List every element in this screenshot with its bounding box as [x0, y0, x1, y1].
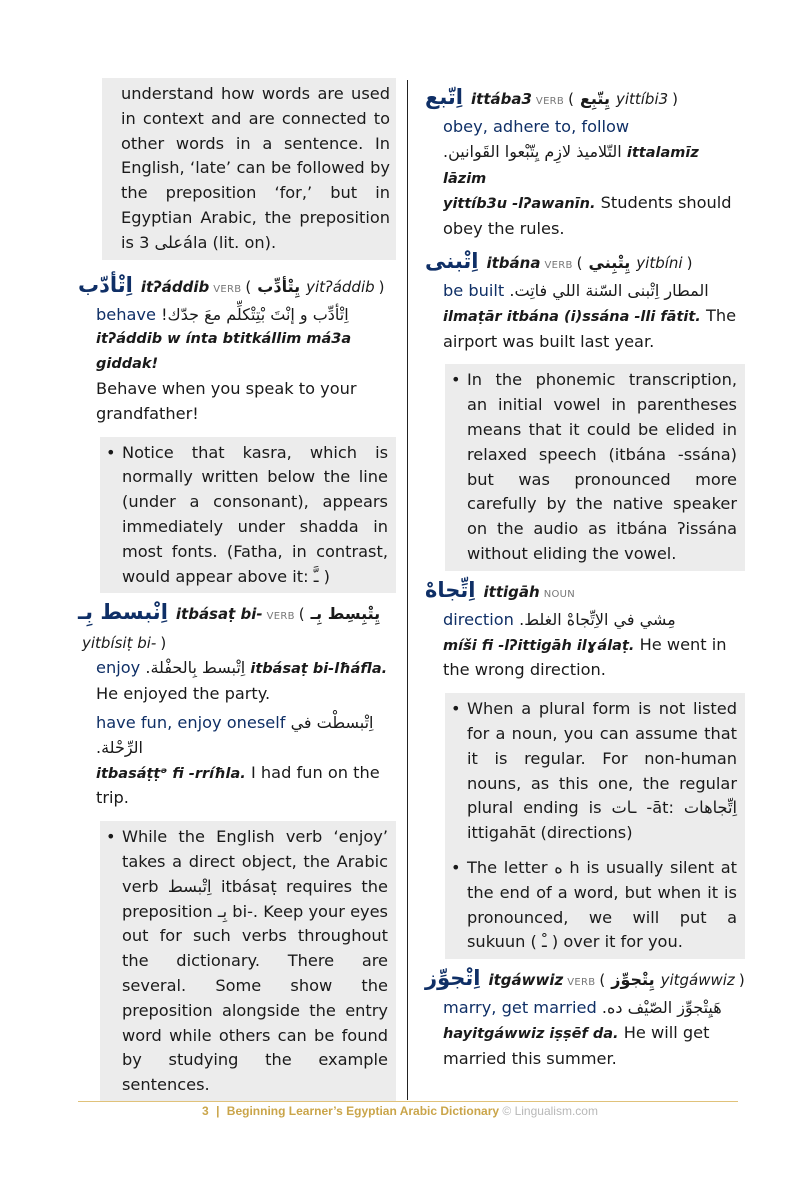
- entry-header-itgawwiz: [425, 965, 745, 996]
- part-of-speech: NOUN: [543, 588, 576, 600]
- bullet-icon: •: [451, 857, 461, 877]
- entry-header-itbasat: [78, 599, 396, 656]
- gloss: marry, get married: [443, 998, 597, 1018]
- example-translation: He will get married this summer.: [443, 1022, 710, 1068]
- paren-open: (: [599, 971, 606, 990]
- example-arabic: المطار اِتْبنى السّنة اللي فاتِت.: [509, 280, 709, 300]
- part-of-speech: VERB: [544, 259, 573, 271]
- note-ha-item: [451, 856, 737, 955]
- example-transliteration: yittíb3u -lʔawanīn.: [443, 196, 596, 213]
- example-translation: He enjoyed the party.: [96, 684, 271, 704]
- bullet-icon: •: [451, 699, 461, 719]
- sense-enjoy: [96, 656, 396, 811]
- note-phonemic: [445, 364, 745, 570]
- gloss: obey, adhere to, follow: [443, 117, 630, 136]
- gloss: be built: [443, 280, 505, 300]
- part-of-speech: VERB: [266, 611, 295, 623]
- sense-obey: [443, 115, 745, 242]
- note-text: The letter ه h is usually silent at the end of a word, but when it is pronounced, we will put a sukuun ( ـْ ) over it for you.: [467, 857, 737, 952]
- note-plural: [445, 693, 745, 959]
- headword-transliteration: itbásaṭ bi-: [175, 605, 263, 624]
- example-transliteration: itbásaṭ bi-lħáfla.: [250, 661, 388, 678]
- part-of-speech: VERB: [213, 283, 242, 295]
- paren-close: ): [738, 971, 745, 990]
- example-transliteration: ittalamīz lāzim: [443, 144, 699, 187]
- copyright: © Lingualism.com: [502, 1104, 598, 1118]
- gloss: direction: [443, 609, 514, 629]
- paren-open: (: [568, 90, 574, 108]
- headword-arabic: اِنْبسط بِـ: [78, 600, 168, 625]
- paren-open: (: [245, 277, 252, 296]
- conjugation-arabic: يِتْأدِّب: [257, 276, 301, 296]
- example-arabic: اِتْأدِّب و إنْتَ بْتِتْكلِّم معَ جدّك!: [161, 304, 349, 324]
- example-translation: The airport was built last year.: [443, 305, 737, 351]
- example-transliteration: itʔáddib w ínta btitkállim má3a giddak!: [96, 331, 352, 373]
- example-transliteration: míši fi -lʔittigāh ilɣálaṭ.: [443, 637, 635, 654]
- bullet-icon: •: [451, 370, 461, 390]
- page-number: 3: [202, 1104, 209, 1118]
- headword-transliteration: ittigāh: [483, 582, 540, 601]
- headword-transliteration: itbána: [486, 253, 541, 272]
- paren-open: (: [576, 253, 583, 272]
- intro-note: [102, 78, 396, 260]
- paren-open: (: [298, 605, 305, 624]
- example-translation: He went in the wrong direction.: [443, 634, 727, 680]
- headword-arabic: اِتِّجاهْ: [425, 577, 476, 602]
- entry-header-ittaba3: [425, 84, 745, 115]
- example-arabic: مِشي في الاِتِّجاهْ الغلط.: [519, 609, 676, 629]
- footer-rule: [78, 1101, 738, 1102]
- entry-header-itaddib: [78, 272, 396, 303]
- conjugation-transliteration: yitʔáddib: [306, 277, 375, 296]
- conjugation-arabic: يِتْجوِّز: [611, 970, 655, 990]
- headword-arabic: اِتْجوِّز: [425, 966, 481, 991]
- conjugation-arabic: يِتّبِع: [579, 89, 610, 108]
- left-column: [78, 78, 396, 1102]
- sense-behave: [96, 303, 396, 427]
- gloss: enjoy: [96, 658, 141, 678]
- paren-close: ): [686, 253, 693, 272]
- headword-arabic: اِتّبع: [425, 85, 464, 109]
- conjugation-transliteration: yitbísiṭ bi-: [82, 634, 157, 653]
- sense-marry: [443, 996, 745, 1071]
- column-divider: [407, 80, 408, 1100]
- note-text: In the phonemic transcription, an initial vowel in parentheses means that it could be elided in relaxed speech (itbána -ssána) but was pronounced more carefully by the native speaker on the audio as itbána ʔissána without eliding the vowel.: [467, 370, 737, 563]
- note-text: When a plural form is not listed for a noun, you can assume that it is regular. For non-human nouns, as this one, the regular plural ending is ـات -āt: اِتِّجاهات ittigahāt (directions): [467, 699, 738, 843]
- bullet-icon: •: [106, 442, 116, 462]
- example-arabic: اِتْبسطْت في الرِّحْلة.: [96, 712, 374, 757]
- paren-close: ): [672, 90, 679, 108]
- note-text: While the English verb ‘enjoy’ takes a direct object, the Arabic verb اِتْبسط itbásaṭ requires the preposition بِـ bi-. Keep your eyes out for such verbs throughout the dictionary. There are several. Some show the preposition alongside the entry word while others can be found by studying the example sentences.: [122, 827, 388, 1095]
- example-transliteration: hayitgáwwiz iṣṣēf da.: [443, 1025, 619, 1042]
- example-transliteration: itbasáṭṭᵊ fi -rríħla.: [96, 765, 246, 782]
- entry-header-ittigah: [425, 577, 745, 608]
- example-arabic: هَيِتْجوِّز الصّيْف ده.: [601, 998, 722, 1018]
- headword-transliteration: itʔáddib: [140, 277, 210, 296]
- conjugation-arabic: يِتْبِسِط بِـ: [310, 604, 381, 624]
- example-arabic: التّلاميذ لازِم يِتّبْعوا القَوانين.: [443, 141, 622, 161]
- conjugation-arabic: يِتْبِني: [588, 252, 631, 272]
- example-translation: I had fun on the trip.: [96, 762, 380, 808]
- page-footer: [0, 1104, 800, 1118]
- headword-transliteration: itgáwwiz: [488, 971, 564, 990]
- example-translation: Students should obey the rules.: [443, 193, 732, 239]
- headword-transliteration: ittába3: [471, 90, 532, 108]
- footer-separator: |: [216, 1104, 220, 1118]
- part-of-speech: VERB: [535, 96, 565, 107]
- example-translation: Behave when you speak to your grandfather!: [96, 378, 357, 423]
- note-plural-item: [451, 697, 738, 846]
- book-title: Beginning Learner’s Egyptian Arabic Dictionary: [226, 1104, 500, 1118]
- conjugation-transliteration: yitgáwwiz: [660, 971, 735, 990]
- paren-close: ): [160, 634, 167, 653]
- example-transliteration: ilmaṭār itbána (i)ssána -lli fātit.: [443, 308, 701, 325]
- entry-header-itbana: [425, 248, 745, 279]
- sense-be-built: [443, 279, 745, 354]
- note-enjoy: [100, 821, 396, 1102]
- note-kasra: [100, 437, 396, 594]
- intro-note-text: understand how words are used in context and are connected to other words in a sentence. In English, ‘late’ can be followed by the preposition ‘for,’ but in Egyptian Arabic, the preposition is على 3ála (lit. on).: [121, 84, 390, 252]
- note-text: Notice that kasra, which is normally written below the line (under a consonant), appears immediately under shadda in most fonts. (Fatha, in contrast, would appear above it: ـَّ ): [122, 442, 388, 586]
- gloss: have fun, enjoy oneself: [96, 712, 286, 732]
- right-column: [425, 84, 745, 1072]
- example-arabic: اِتْبسط بِالحفْلة.: [145, 658, 246, 678]
- headword-arabic: اِتْبنى: [425, 248, 479, 273]
- headword-arabic: اِتْأدّب: [78, 272, 133, 297]
- paren-close: ): [378, 277, 385, 296]
- conjugation-transliteration: yittíbi3: [615, 90, 669, 108]
- sense-direction: [443, 608, 745, 683]
- part-of-speech: VERB: [567, 977, 596, 989]
- gloss: behave: [96, 304, 156, 324]
- conjugation-transliteration: yitbíni: [636, 253, 683, 272]
- bullet-icon: •: [106, 827, 116, 847]
